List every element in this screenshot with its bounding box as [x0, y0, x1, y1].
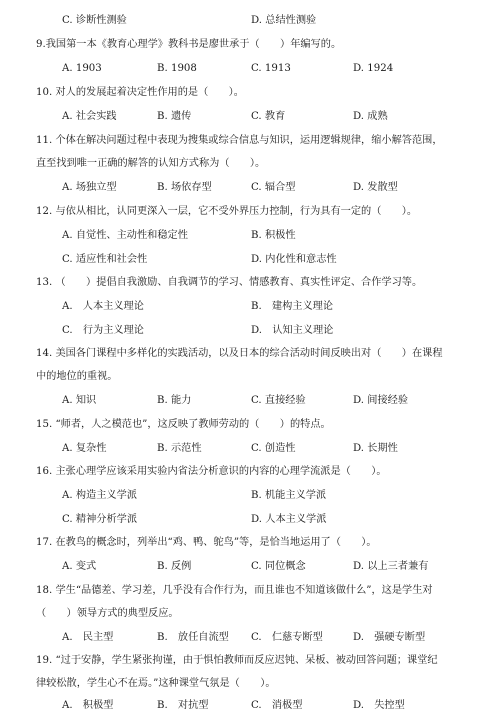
q14-stem-line2: 中的地位的重视。	[36, 371, 118, 382]
q11-option-b: B. 场依存型	[157, 182, 212, 193]
q18-stem-line2: （ ）领导方式的典型反应。	[36, 608, 179, 619]
q12-stem: 12. 与依从相比，认同更深入一层，它不受外界压力控制，行为具有一定的（ ）。	[36, 206, 418, 217]
q17-stem: 17. 在教鸟的概念时，列举出“鸡、鸭、鸵鸟”等，是恰当地运用了（ ）。	[36, 537, 377, 548]
q18-option-a: A. 民主型	[62, 632, 114, 643]
q15-option-a: A. 复杂性	[62, 443, 107, 454]
q9-option-a: A. 1903	[62, 63, 102, 74]
q11-option-a: A. 场独立型	[62, 182, 117, 193]
q16-option-b: B. 机能主义学派	[251, 490, 327, 501]
q13-stem: 13. （ ）提倡自我激励、自我调节的学习、情感教育、真实性评定、合作学习等。	[36, 277, 423, 288]
q9-option-b: B. 1908	[157, 63, 197, 74]
q16-stem: 16. 主张心理学应该采用实验内省法分析意识的内容的心理学流派是（ ）。	[36, 466, 387, 477]
q11-stem-line1: 11. 个体在解决问题过程中表现为搜集或综合信息与知识，运用逻辑规律，缩小解答范围，	[36, 135, 443, 146]
q18-option-c: C. 仁慈专断型	[251, 632, 323, 643]
q17-option-a: A. 变式	[62, 561, 97, 572]
q19-option-a: A. 积极型	[62, 700, 114, 711]
q15-option-b: B. 示范性	[157, 443, 202, 454]
q19-option-b: B. 对抗型	[157, 700, 209, 711]
q10-option-c: C. 教育	[251, 111, 286, 122]
q19-option-d: D. 失控型	[353, 700, 405, 711]
q18-option-d: D. 强硬专断型	[353, 632, 426, 643]
q12-option-a: A. 自觉性、主动性和稳定性	[62, 230, 188, 241]
q16-option-a: A. 构造主义学派	[62, 490, 137, 501]
q19-option-c: C. 消极型	[251, 700, 303, 711]
q12-option-b: B. 积极性	[251, 230, 296, 241]
q19-stem-line2: 律较松散，学生心不在焉。”这种课堂气氛是（ ）。	[36, 678, 276, 689]
q10-option-d: D. 成熟	[353, 111, 388, 122]
q17-option-c: C. 同位概念	[251, 561, 306, 572]
q11-stem-line2: 直至找到唯一正确的解答的认知方式称为（ ）。	[36, 158, 266, 169]
q16-option-c: C. 精神分析学派	[62, 514, 138, 525]
q8-option-d: D. 总结性测验	[251, 15, 317, 26]
q13-option-d: D. 认知主义理论	[251, 325, 334, 336]
q9-stem: 9.我国第一本《教育心理学》教科书是廖世承于（ ）年编写的。	[36, 39, 342, 50]
q17-option-d: D. 以上三者兼有	[353, 561, 429, 572]
q18-option-b: B. 放任自流型	[157, 632, 229, 643]
q12-option-c: C. 适应性和社会性	[62, 254, 148, 265]
q15-option-c: C. 创造性	[251, 443, 296, 454]
q11-option-d: D. 发散型	[353, 182, 398, 193]
q8-option-c: C. 诊断性测验	[62, 15, 127, 26]
q11-option-c: C. 辐合型	[251, 182, 296, 193]
q10-stem: 10. 对人的发展起着决定性作用的是（ ）。	[36, 87, 244, 98]
q10-option-b: B. 遗传	[157, 111, 192, 122]
q14-stem-line1: 14. 美国各门课程中多样化的实践活动，以及日本的综合活动时间反映出对（ ）在课程	[36, 348, 443, 359]
q15-option-d: D. 长期性	[353, 443, 398, 454]
q16-option-d: D. 人本主义学派	[251, 514, 327, 525]
q14-option-a: A. 知识	[62, 395, 97, 406]
q14-option-c: C. 直接经验	[251, 395, 306, 406]
q13-option-c: C. 行为主义理论	[62, 325, 144, 336]
q19-stem-line1: 19. “过于安静，学生紧张拘谨，由于惧怕教师而反应迟钝、呆板、被动回答问题；课堂纪	[36, 655, 438, 666]
q12-option-d: D. 内化性和意志性	[251, 254, 337, 265]
q14-option-b: B. 能力	[157, 395, 192, 406]
q13-option-b: B. 建构主义理论	[251, 301, 334, 312]
q13-option-a: A. 人本主义理论	[62, 301, 144, 312]
q18-stem-line1: 18. 学生“品德差、学习差，几乎没有合作行为，而且谁也不知道该做什么”，这是学生对	[36, 585, 433, 596]
q9-option-c: C. 1913	[251, 63, 291, 74]
q14-option-d: D. 间接经验	[353, 395, 409, 406]
q15-stem: 15. “师者，人之模范也”，这反映了教师劳动的（ ）的特点。	[36, 419, 331, 430]
q9-option-d: D. 1924	[353, 63, 394, 74]
q17-option-b: B. 反例	[157, 561, 192, 572]
q10-option-a: A. 社会实践	[62, 111, 117, 122]
